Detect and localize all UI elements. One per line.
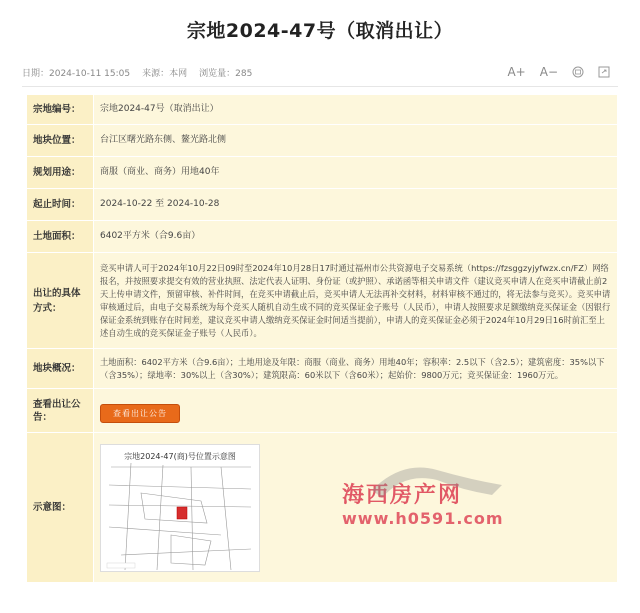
table-row (27, 221, 618, 253)
row-value: 土地面积：6402平方米（合9.6亩）；土地用途及年限：商服（商业、商务）用地40年；容积率：2.5以下（含2.5）；建筑密度：35%以下（含35%）；绿地率：30%以上（含30%）；建筑限高：60米以下（含60米）；起始价：9800万元；竞买保证金：1960万元。 (94, 349, 618, 389)
print-icon[interactable] (572, 64, 584, 80)
table-row (27, 433, 618, 583)
row-value: 商服（商业、商务）用地40年 (94, 157, 618, 189)
row-value: 竞买申请人可于2024年10月22日09时至2024年10月28日17时通过福州市公共资源电子交易系统（https://fzsggzyjyfwzx.cn/FZ）网络报名，并按照要求提交有效的营业执照、法定代表人证明、身份证（或护照）、承诺函等相关申请文件（建议竞买申请人在竞买申请截止前2天上传申请文件，预留审核、补件时间，在竞买申请截止后，竞买申请人无法再补交材料，材料审核不通过的，将无法参与竞买）。竞买申请审核通过后，由电子交易系统为每个竞买人随机自动生成不同的竞买保证金子账号（人民币），申请人按照要求足额缴纳竞买保证金（因银行保证金系统到账存在时间差，建议竞买申请人缴纳竞买保证金时间适当提前），申请人的竞买保证金必须于2024年10月29日16时前汇至上述自动生成的竞买保证金子账号（人民币）。 (94, 253, 618, 349)
map-drawing (101, 445, 260, 572)
table-row (27, 157, 618, 189)
table-row (27, 125, 618, 157)
watermark-url: www.h0591.com (342, 509, 504, 528)
view-notice-button[interactable]: 查看出让公告 (100, 404, 180, 423)
article-toolbar (507, 64, 610, 80)
article-meta (22, 66, 252, 79)
page-title: 宗地2024-47号（取消出让） (186, 20, 454, 42)
row-label: 查看出让公告： (27, 389, 94, 433)
publish-date: 日期：2024-10-11 15:05 (22, 69, 131, 79)
location-map (100, 444, 260, 572)
row-label: 地块位置： (27, 125, 94, 157)
row-label: 示意图： (27, 433, 94, 583)
row-label: 出让的具体方式： (27, 253, 94, 349)
table-row (27, 95, 618, 125)
share-icon[interactable] (598, 64, 610, 80)
font-increase-button[interactable]: A+ (507, 65, 526, 79)
font-decrease-button[interactable]: A− (539, 65, 558, 79)
watermark-name: 海西房产网 (342, 483, 463, 508)
view-count: 浏览量：285 (199, 69, 253, 79)
header-divider (22, 86, 618, 87)
source-label: 来源：本网 (142, 69, 188, 79)
table-row (27, 189, 618, 221)
row-label: 宗地编号： (27, 95, 94, 125)
row-value: 2024-10-22 至 2024-10-28 (94, 189, 618, 221)
row-value: 6402平方米（合9.6亩） (94, 221, 618, 253)
row-value (94, 433, 618, 583)
row-label: 起止时间： (27, 189, 94, 221)
row-value: 台江区曙光路东侧、鳌光路北侧 (94, 125, 618, 157)
table-row (27, 349, 618, 389)
table-row (27, 253, 618, 349)
row-label: 规划用途： (27, 157, 94, 189)
row-value (94, 389, 618, 433)
row-label: 土地面积： (27, 221, 94, 253)
map-title: 宗地2024-47(商)号位置示意图 (124, 451, 236, 461)
row-label: 地块概况： (27, 349, 94, 389)
land-info-table (26, 94, 618, 583)
row-value: 宗地2024-47号（取消出让） (94, 95, 618, 125)
table-row (27, 389, 618, 433)
